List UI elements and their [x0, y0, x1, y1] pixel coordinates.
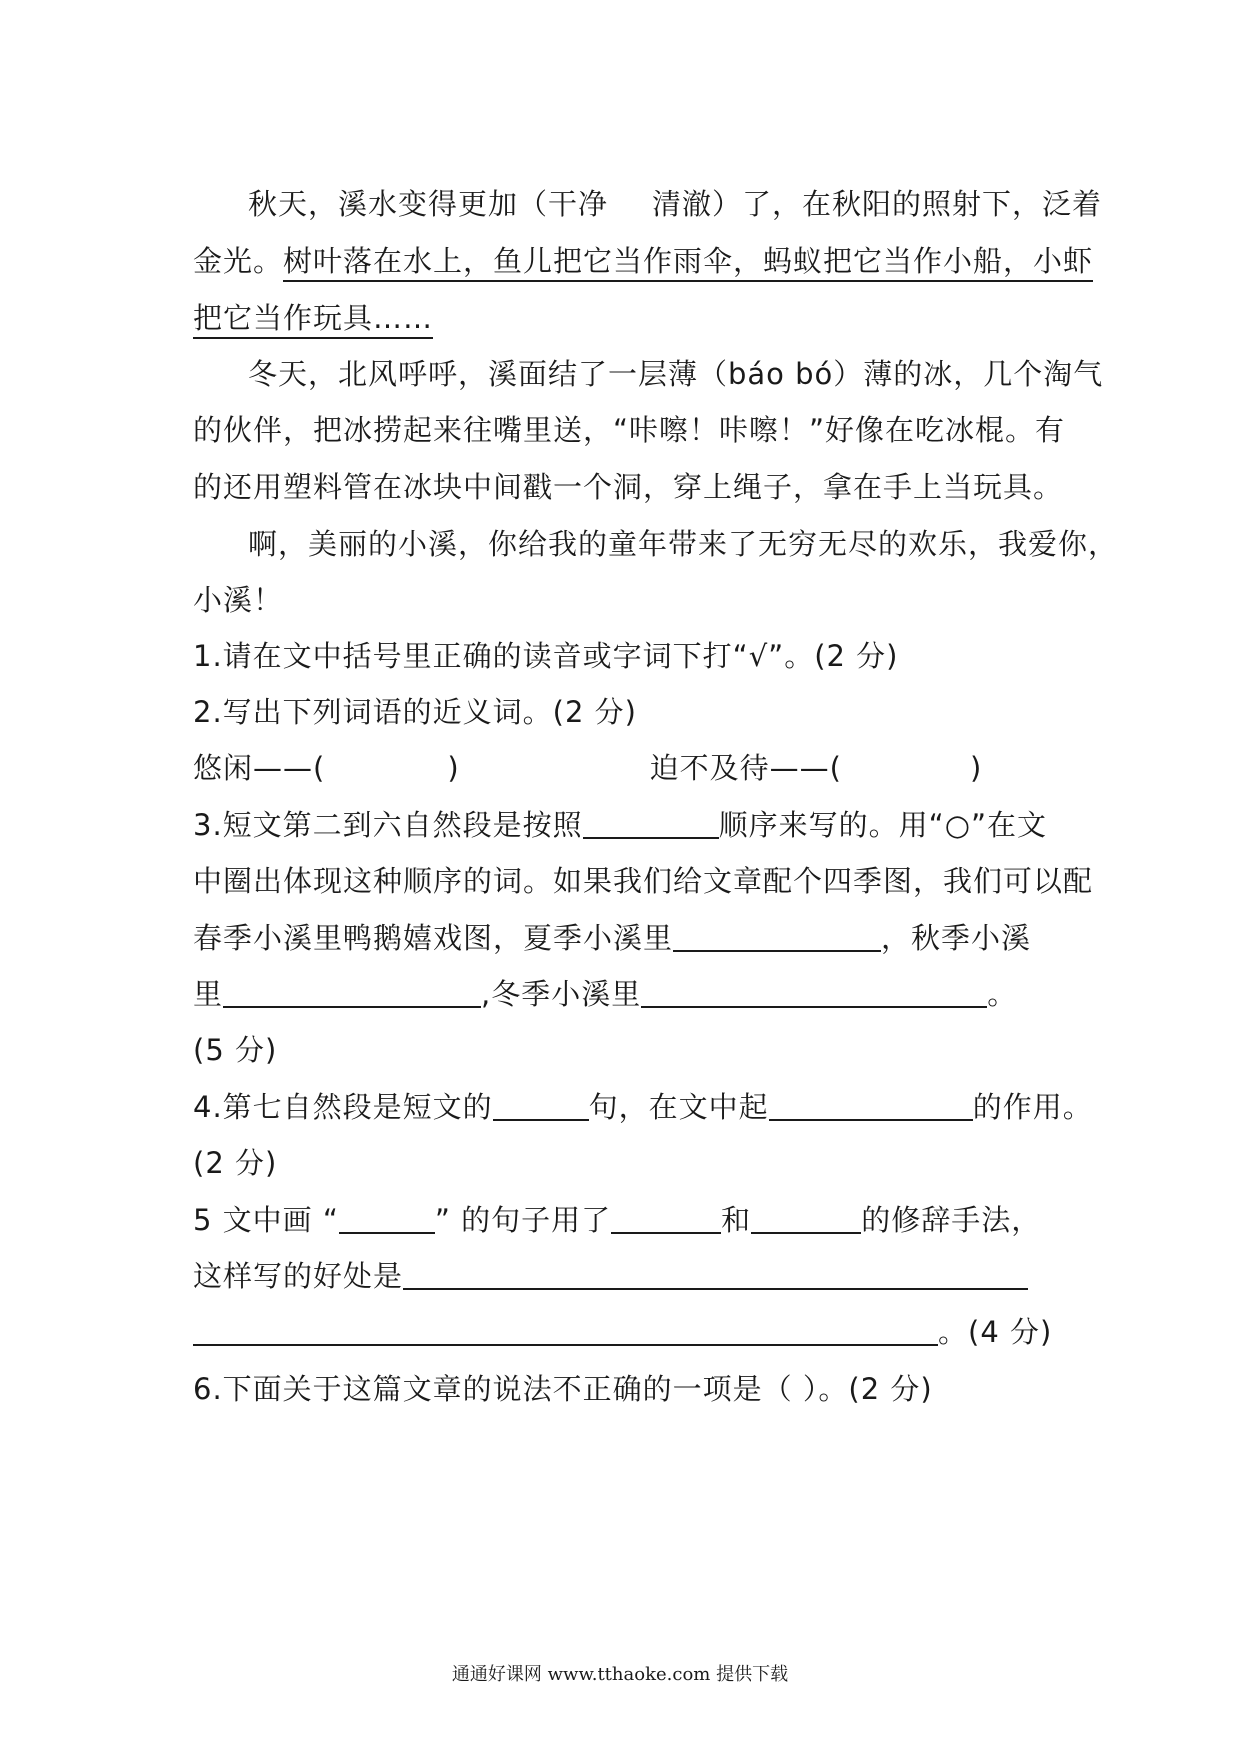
answer-blank[interactable] — [223, 978, 481, 1008]
q3-text: 顺序来写的。用“○”在文 — [718, 808, 1048, 842]
q5-text: 的修辞手法， — [861, 1203, 1042, 1237]
q3-text: ，秋季小溪 — [881, 921, 1032, 955]
passage-text: 金光。 — [193, 244, 284, 278]
q2-item-2-close: ) — [969, 751, 983, 785]
q3-text: 里 — [193, 977, 224, 1011]
question-3-score: (5 分) — [193, 1033, 278, 1067]
question-1: 1.请在文中括号里正确的读音或字词下打“√”。(2 分) — [193, 639, 899, 673]
answer-blank[interactable] — [193, 1316, 938, 1346]
passage-end-line-1: 啊，美丽的小溪，你给我的童年带来了无穷无尽的欢乐，我爱你， — [248, 527, 1119, 561]
q2-item-1-open: 悠闲——( — [193, 751, 326, 785]
q3-text: 。 — [987, 977, 1018, 1011]
question-4 — [193, 1089, 1093, 1125]
passage-winter-line-3: 的还用塑料管在冰块中间戳一个洞，穿上绳子，拿在手上当玩具。 — [193, 470, 1064, 504]
answer-blank[interactable] — [751, 1204, 861, 1234]
passage-autumn-line-1 — [248, 186, 1102, 222]
q5-text: ” 的句子用了 — [434, 1203, 612, 1237]
q4-text: 的作用。 — [972, 1090, 1093, 1124]
answer-blank[interactable] — [611, 1204, 721, 1234]
question-2-items — [193, 750, 982, 786]
answer-blank[interactable] — [769, 1091, 973, 1121]
passage-autumn-line-2 — [193, 243, 1093, 279]
passage-winter-line-2: 的伙伴，把冰捞起来往嘴里送，“咔嚓！咔嚓！”好像在吃冰棍。有 — [193, 413, 1066, 447]
underlined-sentence: 把它当作玩具…… — [193, 301, 433, 339]
passage-winter-line-1: 冬天，北风呼呼，溪面结了一层薄（báo bó）薄的冰，几个淘气 — [248, 357, 1104, 391]
question-4-score: (2 分) — [193, 1146, 278, 1180]
q3-text: 3.短文第二到六自然段是按照 — [193, 808, 583, 842]
question-3-line-1 — [193, 807, 1047, 843]
footer-credit: 通通好课网 www.tthaoke.com 提供下载 — [451, 1664, 789, 1685]
q5-text: 和 — [721, 1203, 752, 1237]
underlined-sentence: 树叶落在水上，鱼儿把它当作雨伞，蚂蚁把它当作小船，小虾 — [283, 244, 1093, 282]
question-3-line-2: 中圈出体现这种顺序的词。如果我们给文章配个四季图，我们可以配 — [193, 864, 1094, 898]
passage-end-line-2: 小溪！ — [193, 583, 284, 617]
q4-text: 4.第七自然段是短文的 — [193, 1090, 493, 1124]
q5-score: 。(4 分) — [938, 1315, 1053, 1349]
question-5-line-1 — [193, 1202, 1041, 1238]
passage-text: 清澈）了，在秋阳的照射下，泛着 — [652, 187, 1103, 221]
passage-autumn-line-3 — [193, 300, 433, 336]
q2-item-2-open: 迫不及待——( — [649, 751, 842, 785]
question-6: 6.下面关于这篇文章的说法不正确的一项是（ ）。(2 分) — [193, 1372, 933, 1406]
question-3-line-3 — [193, 920, 1031, 956]
answer-blank[interactable] — [403, 1260, 1028, 1290]
question-2: 2.写出下列词语的近义词。(2 分) — [193, 695, 637, 729]
answer-blank[interactable] — [493, 1091, 589, 1121]
q4-text: 句，在文中起 — [588, 1090, 769, 1124]
question-5-line-2 — [193, 1258, 1028, 1294]
underline-sample — [339, 1204, 435, 1234]
question-5-line-3 — [193, 1314, 1052, 1350]
q2-item-1-close: ) — [447, 751, 460, 785]
passage-text: 秋天，溪水变得更加（干净 — [248, 187, 609, 221]
q5-text: 这样写的好处是 — [193, 1259, 404, 1293]
answer-blank[interactable] — [673, 922, 881, 952]
answer-blank[interactable] — [583, 809, 719, 839]
answer-blank[interactable] — [641, 978, 987, 1008]
q3-text: 春季小溪里鸭鹅嬉戏图，夏季小溪里 — [193, 921, 674, 955]
question-3-line-4 — [193, 976, 1017, 1012]
q5-text: 5 文中画 “ — [193, 1203, 339, 1237]
q3-text: ,冬季小溪里 — [481, 977, 642, 1011]
